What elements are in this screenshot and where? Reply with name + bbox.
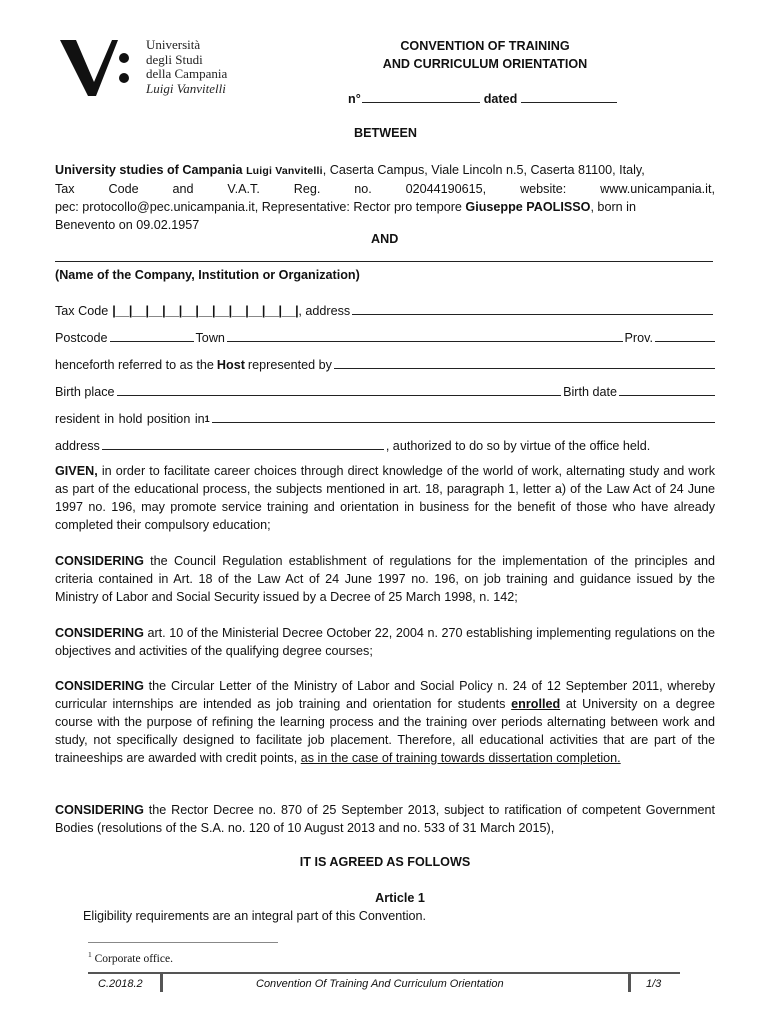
tax-word: and <box>172 182 194 196</box>
host-pre-text: henceforth referred to as the <box>55 358 214 372</box>
birth-date-label: Birth date <box>563 385 617 399</box>
logo-line: Università <box>146 37 201 52</box>
birth-line-company <box>55 383 715 399</box>
footnote-text: Corporate office. <box>94 952 173 965</box>
address2-field[interactable] <box>102 437 384 450</box>
birth-place-field[interactable] <box>117 383 562 396</box>
considering-paragraph-1 <box>55 552 715 606</box>
page-footer <box>88 974 680 994</box>
considering-label: CONSIDERING <box>55 626 144 640</box>
prov-field[interactable] <box>655 329 715 342</box>
tax-word: Tax <box>55 182 75 196</box>
considering-paragraph-4 <box>55 801 715 837</box>
footer-code: C.2018.2 <box>98 978 143 990</box>
number-field[interactable] <box>362 91 480 103</box>
birth-place-label: Birth place <box>55 385 115 399</box>
logo-line: della Campania <box>146 66 228 81</box>
birth-line: Benevento on 09.02.1957 <box>55 218 200 232</box>
considering-label: CONSIDERING <box>55 679 144 693</box>
number-label: n° <box>348 92 361 106</box>
number-dated-line <box>348 91 617 106</box>
considering-label: CONSIDERING <box>55 803 144 817</box>
position-field[interactable] <box>212 410 715 423</box>
footer-title: Convention Of Training And Curriculum Orientation <box>256 978 504 990</box>
considering-label: CONSIDERING <box>55 554 144 568</box>
pec-text: pec: protocollo@pec.unicampania.it, Representative: Rector pro tempore <box>55 200 466 214</box>
logo-line: Luigi Vanvitelli <box>146 80 226 96</box>
considering-text: art. 10 of the Ministerial Decree October 22, 2004 n. 270 establishing implementing regulations on the objectives and activities of the qualifying degree courses; <box>55 626 715 658</box>
considering-paragraph-2 <box>55 624 715 660</box>
resident-label: resident in hold position in <box>55 412 205 426</box>
article-title: Article 1 <box>375 891 425 905</box>
footnote-reference[interactable]: 1 <box>204 414 210 424</box>
tax-line <box>55 180 715 198</box>
dated-label: dated <box>483 92 518 106</box>
postcode-label: Postcode <box>55 331 108 345</box>
rector-name: Giuseppe PAOLISSO <box>465 200 591 214</box>
university-address: , Caserta Campus, Viale Lincoln n.5, Caserta 81100, Italy, <box>322 163 645 177</box>
authorized-text: , authorized to do so by virtue of the office held. <box>385 439 651 453</box>
dissertation-underlined: as in the case of training towards dissertation completion. <box>300 751 621 765</box>
address2-label: address <box>55 439 100 453</box>
tax-word: website: <box>520 182 567 196</box>
given-text: in order to facilitate career choices through direct knowledge of the world of work, alternating study and work as part of the educational process, the subjects mentioned in art. 18, paragraph 1, letter a) of the Law Act of 24 June 1997 no. 196, may promote service training and orientation in business for the benefit of those who have already completed their compulsory education; <box>55 464 715 532</box>
footer-page-number: 1/3 <box>646 978 662 990</box>
tax-word: V.A.T. <box>227 182 260 196</box>
considering-text: the Council Regulation establishment of regulations for the implementation of the principles and criteria contained in Art. 18 of the Law Act of 24 June 1997 no. 196, on job training and guidance issued by the Ministry of Labor and Social Security issued by a Decree of 25 March 1998, n. 142; <box>55 554 715 604</box>
company-name-placeholder: (Name of the Company, Institution or Organization) <box>55 268 360 282</box>
title-line-2: AND CURRICULUM ORIENTATION <box>382 57 588 71</box>
date-field[interactable] <box>521 91 617 103</box>
given-paragraph <box>55 462 715 534</box>
host-post-text: represented by <box>247 358 332 372</box>
and-label: AND <box>371 232 399 246</box>
footer-divider <box>160 974 163 992</box>
tax-code-boxes[interactable]: |__|__|__|__|__|__|__|__|__|__|__| <box>112 304 299 318</box>
title-line-1: CONVENTION OF TRAINING <box>400 39 570 53</box>
considering-text: at University on a degree course with the purpose of refining the learning process and the training over periods alternating between work and study, not specifically designed to facilitate job placement. Therefore, all educational activities that are part of the traineeships are awarded with credit points, <box>55 697 715 765</box>
university-logo-icon <box>60 38 130 98</box>
document-title <box>300 37 670 73</box>
birth-date-field[interactable] <box>619 383 715 396</box>
tax-word: www.unicampania.it, <box>600 182 715 196</box>
between-label: BETWEEN <box>354 126 417 140</box>
postcode-field[interactable] <box>110 329 194 342</box>
article-text: Eligibility requirements are an integral part of this Convention. <box>83 909 427 923</box>
host-label: Host <box>216 358 245 372</box>
town-field[interactable] <box>227 329 623 342</box>
address-field[interactable] <box>352 302 713 315</box>
university-name: University studies of Campania <box>55 163 243 177</box>
tax-word: no. <box>354 182 372 196</box>
footer-divider <box>628 974 631 992</box>
born-in-text: , born in <box>590 200 636 214</box>
enrolled-emphasis: enrolled <box>511 697 561 711</box>
tax-word: Code <box>108 182 139 196</box>
tax-word: Reg. <box>293 182 321 196</box>
footnote-mark: 1 <box>88 950 92 959</box>
university-logo-text <box>146 38 227 96</box>
logo-line: degli Studi <box>146 51 203 67</box>
footnote-separator <box>88 942 278 943</box>
resident-line <box>55 410 715 426</box>
address-label: , address <box>298 304 351 318</box>
footnote <box>88 950 173 965</box>
postcode-line <box>55 329 715 345</box>
agreed-heading: IT IS AGREED AS FOLLOWS <box>299 855 471 869</box>
prov-label: Prov. <box>624 331 653 345</box>
tax-code-label: Tax Code <box>55 304 109 318</box>
host-line <box>55 356 715 372</box>
considering-text: the Circular Letter of the Ministry of Labor and Social Policy n. 24 of 12 September 2011, whereby curricular internships are intended as job training and orientation for students <box>55 679 715 711</box>
university-block <box>55 161 715 234</box>
address2-line <box>55 437 715 453</box>
company-name-field[interactable] <box>55 248 713 262</box>
representative-field[interactable] <box>334 356 715 369</box>
town-label: Town <box>195 331 225 345</box>
considering-text: the Rector Decree no. 870 of 25 September 2013, subject to ratification of competent Government Bodies (resolutions of the S.A. no. 120 of 10 August 2013 and no. 533 of 31 March 2015), <box>55 803 715 835</box>
university-name-smallcaps: Luigi Vanvitelli <box>246 165 323 177</box>
tax-code-line <box>55 302 715 318</box>
considering-paragraph-3 <box>55 677 715 767</box>
tax-word: 02044190615, <box>405 182 487 196</box>
given-label: GIVEN, <box>55 464 98 478</box>
